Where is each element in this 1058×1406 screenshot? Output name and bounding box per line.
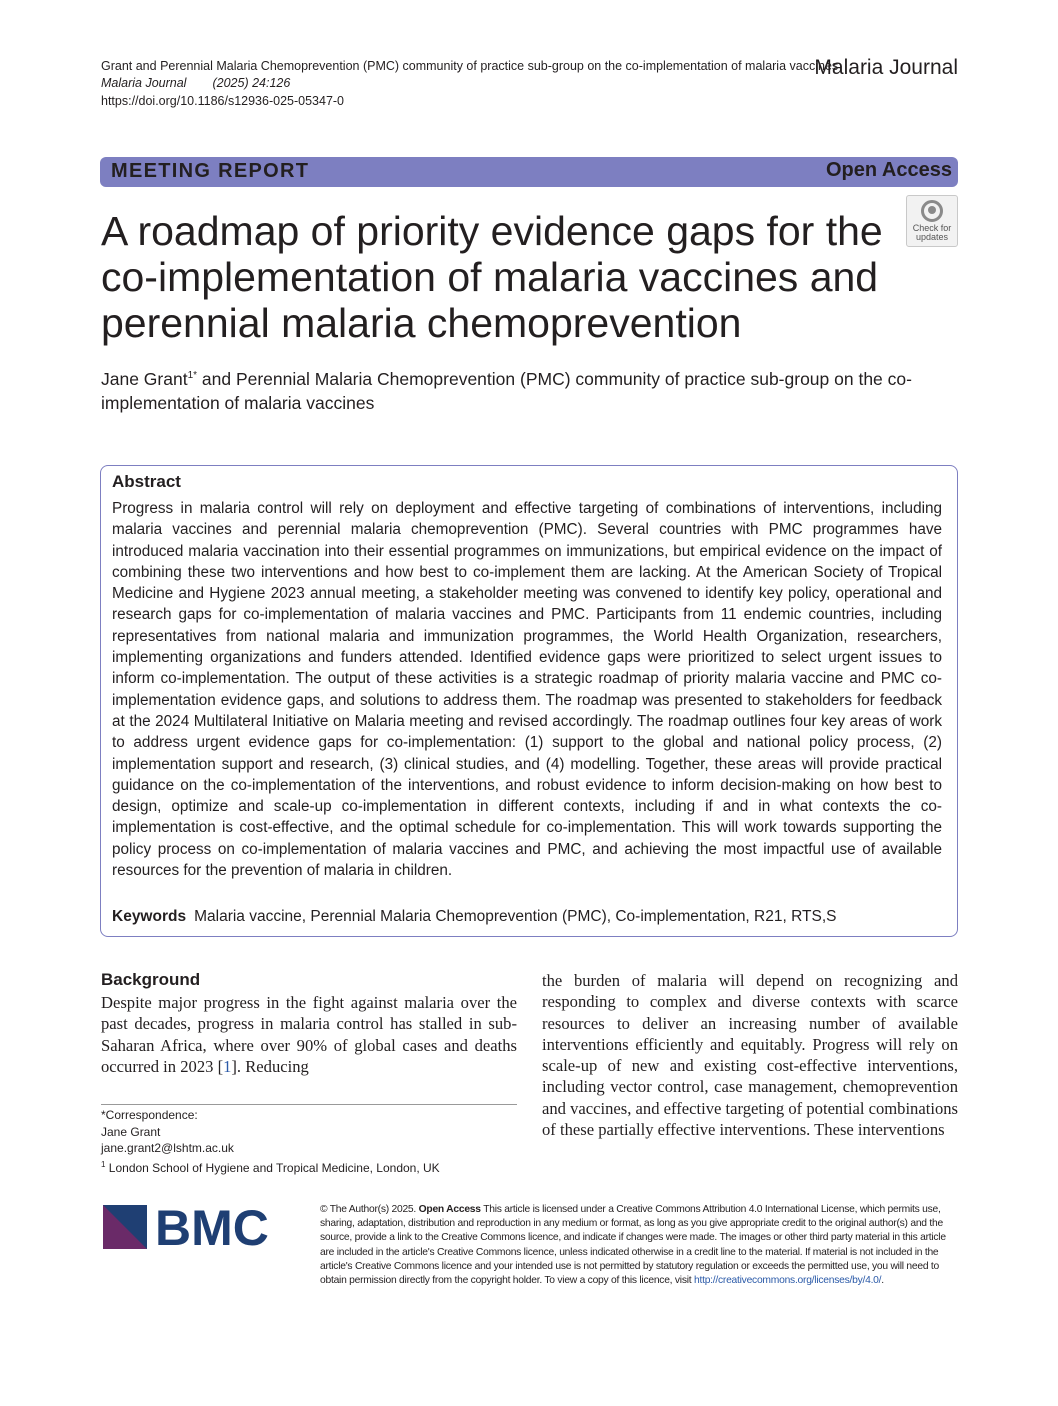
background-left-column — [101, 992, 517, 1077]
affiliation — [101, 1157, 440, 1177]
journal-name: Malaria Journal — [814, 56, 958, 79]
year-volume: (2025) 24:126 — [212, 76, 291, 90]
author-group: and Perennial Malaria Chemoprevention (PMC) community of practice sub-group on the co-implementation of malaria vaccines — [101, 368, 912, 413]
license-copyright: © The Author(s) 2025. — [320, 1204, 419, 1215]
abstract-text: Progress in malaria control will rely on deployment and effective targeting of combinations of interventions, including malaria vaccines and perennial malaria chemoprevention (PMC). Several countries with PMC programmes have introduced malaria vaccination into their essential programmes on immunizations, but empirical evidence on the impact of combining these two interventions and how best to co-implement them are lacking. At the American Society of Tropical Medicine and Hygiene 2023 annual meeting, a stakeholder meeting was convened to identify key policy, operational and research gaps for co-implementation of malaria vaccines and PMC. Participants from 11 endemic countries, including representatives from national malaria and immunization programmes, the World Health Organization, researchers, implementing organizations and funders attended. Identified evidence gaps were prioritized to select urgent issues to inform co-implementation. The output of these activities is a strategic roadmap of priority malaria vaccine and PMC co-implementation evidence gaps, and solutions to address them. The roadmap was presented to stakeholders for feedback at the 2024 Multilateral Initiative on Malaria meeting and revised accordingly. The roadmap outlines four key areas of work to address urgent evidence gaps for co-implementation: (1) support to the global and national policy process, (2) implementation support and research, (3) clinical studies, and (4) modelling. Together, these areas will provide practical guidance on the co-implementation of the interventions, and robust evidence to inform decision-making on how best to design, optimize and scale-up co-implementation in different contexts, including if and in what contexts the co-implementation is cost-effective, and the optimal schedule for co-implementation. This will work towards supporting the policy process on co-implementation of malaria vaccines and PMC, and achieving the most impactful use of available resources for the prevention of malaria in children. — [112, 500, 942, 880]
keywords — [112, 908, 836, 926]
background-right-column: the burden of malaria will depend on recognizing and responding to complex and diverse contexts with scarce resources to deliver an increasing number of available interventions efficiently and equitably. Progress will rely on scale-up of new and existing cost-effective interventions, including vector control, case management, chemoprevention and vaccines, and effective targeting of potential combinations of these partially effective interventions. These interventions — [542, 971, 958, 1140]
background-heading: Background — [101, 970, 201, 989]
license-open-access: Open Access — [418, 1204, 481, 1215]
license-body: This article is licensed under a Creative Commons Attribution 4.0 International License, which permits use, sharing, adaptation, distribution and reproduction in any medium or format, as long as you give appropriate credit to the original author(s) and the source, provide a link to the Creative Commons licence, and indicate if changes were made. The images or other third party material in this article are included in the article's Creative Commons licence, unless indicated otherwise in a credit line to the material. If material is not included in the article's Creative Commons licence and your intended use is not permitted by statutory regulation or exceeds the permitted use, you will need to obtain permission directly from the copyright holder. To view a copy of this licence, visit — [320, 1204, 946, 1287]
author-name: Jane Grant — [101, 368, 188, 389]
license-text — [320, 1203, 952, 1288]
affiliation-text: London School of Hygiene and Tropical Medicine, London, UK — [108, 1160, 440, 1175]
license-end: . — [881, 1275, 884, 1287]
bmc-logo-text: BMC — [155, 1203, 269, 1250]
check-updates-line2: updates — [915, 232, 949, 242]
author-affiliation-marker: 1* — [187, 370, 198, 381]
journal-short: Malaria Journal — [101, 76, 187, 90]
abstract-heading: Abstract — [112, 472, 181, 491]
article-title: A roadmap of priority evidence gaps for the co-implementation of malaria vaccines and perennial malaria chemoprevention — [101, 208, 883, 346]
correspondence-email[interactable]: jane.grant2@lshtm.ac.uk — [101, 1141, 234, 1155]
check-updates-line1: Check for — [912, 223, 952, 233]
background-text-b: ]. Reducing — [231, 1056, 309, 1076]
correspondence-divider — [101, 1104, 517, 1105]
doi-link[interactable]: https://doi.org/10.1186/s12936-025-05347-0 — [101, 94, 345, 108]
correspondence-block — [101, 1107, 440, 1176]
citation-line — [101, 75, 290, 91]
affiliation-number: 1 — [101, 1159, 106, 1169]
article-type-label: MEETING REPORT — [111, 160, 310, 182]
open-access-label: Open Access — [826, 159, 952, 181]
correspondence-name: Jane Grant — [101, 1124, 161, 1139]
keywords-list: Malaria vaccine, Perennial Malaria Chemoprevention (PMC), Co-implementation, R21, RTS,S — [194, 908, 837, 925]
running-title: Grant and Perennial Malaria Chemoprevention (PMC) community of practice sub-group on the co-implementation of malaria vaccines — [101, 59, 839, 73]
citation-link[interactable]: 1 — [223, 1056, 232, 1076]
license-link[interactable]: http://creativecommons.org/licenses/by/4.0/ — [694, 1275, 882, 1287]
bmc-logo — [103, 1203, 293, 1250]
correspondence-label: *Correspondence: — [101, 1108, 198, 1122]
author-list — [101, 364, 931, 415]
keywords-label: Keywords — [112, 908, 187, 925]
background-text-a: Despite major progress in the fight against malaria over the past decades, progress in malaria control has stalled in sub-Saharan Africa, where over 90% of global cases and deaths occurred in 2023 [ — [101, 993, 517, 1076]
